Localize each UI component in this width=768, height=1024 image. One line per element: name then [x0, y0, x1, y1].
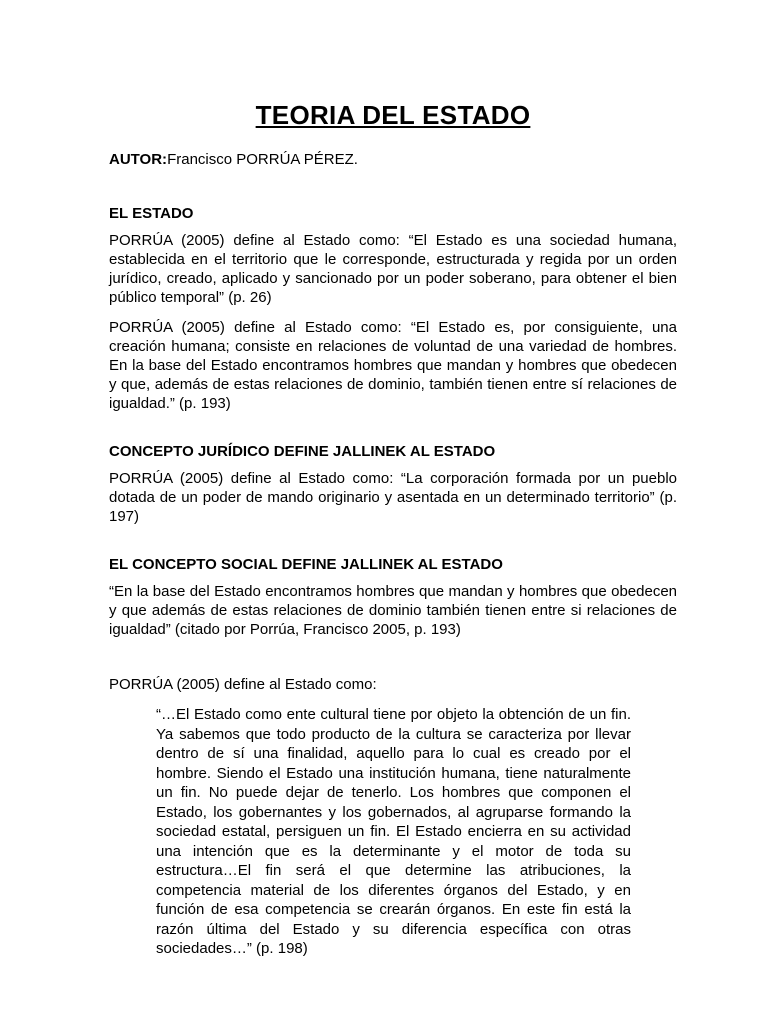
author-line — [109, 151, 677, 168]
paragraph: “En la base del Estado encontramos hombres que mandan y hombres que obedecen y que además de estas relaciones de dominio también tienen entre si relaciones de igualdad” (citado por Porrúa, Francisco 2005, p. 193) — [109, 583, 677, 638]
section-heading-concepto-juridico: CONCEPTO JURÍDICO DEFINE JALLINEK AL ESTADO — [109, 443, 496, 460]
paragraph: PORRÚA (2005) define al Estado como: “El Estado es, por consiguiente, una creación humana; consiste en relaciones de voluntad de una variedad de hombres. En la base del Estado encontramos hombres que mandan y hombres que obedecen y que, además de estas relaciones de dominio, también tienen entre sí relaciones de igualdad.” (p. 193) — [109, 319, 677, 412]
document-page — [109, 100, 677, 959]
document-title: TEORIA DEL ESTADO — [255, 100, 531, 130]
paragraph: PORRÚA (2005) define al Estado como: “La corporación formada por un pueblo dotada de un poder de mando originario y asentada en un determinado territorio” (p. 197) — [109, 470, 677, 525]
author-label: AUTOR: — [109, 151, 168, 168]
author-name: Francisco PORRÚA PÉREZ. — [167, 151, 358, 168]
paragraph-intro: PORRÚA (2005) define al Estado como: — [109, 676, 377, 693]
block-quote: “…El Estado como ente cultural tiene por objeto la obtención de un fin. Ya sabemos que todo producto de la cultura se caracteriza por llevar dentro de sí una finalidad, aquello para lo cual es creado por el hombre. Siendo el Estado una institución humana, tiene naturalmente un fin. No puede dejar de tenerlo. Los hombres que componen el Estado, los gobernantes y los gobernados, al agruparse formando la sociedad estatal, persiguen un fin. El Estado encierra en su actividad una intención que es la determinante y el motor de toda su estructura…El fin será el que determine las atribuciones, la competencia material de los diferentes órganos del Estado, y en función de esa competencia se crearán órganos. En este fin está la razón última del Estado y su diferencia específica con otras sociedades…” (p. 198) — [156, 706, 631, 957]
paragraph: PORRÚA (2005) define al Estado como: “El Estado es una sociedad humana, establecida en el territorio que le corresponde, estructurada y regida por un orden jurídico, creado, aplicado y sancionado por un poder soberano, para obtener el bien público temporal” (p. 26) — [109, 232, 677, 306]
section-heading-concepto-social: EL CONCEPTO SOCIAL DEFINE JALLINEK AL ESTADO — [109, 556, 503, 573]
section-heading-el-estado: EL ESTADO — [109, 205, 194, 222]
